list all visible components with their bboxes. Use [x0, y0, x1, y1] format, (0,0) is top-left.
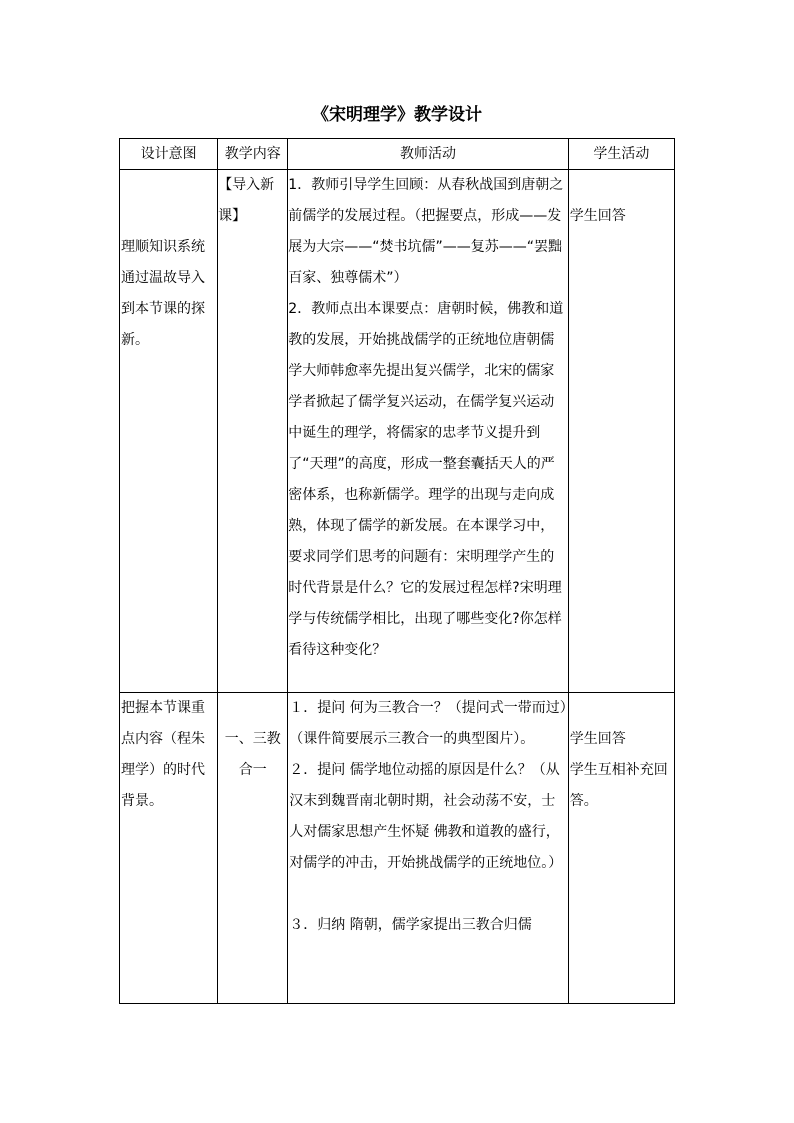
student-activity-extra: 学生互相补充回答。 — [569, 762, 668, 809]
table-header-row — [120, 139, 675, 170]
table-row — [120, 693, 675, 1004]
header-student-activity: 学生活动 — [568, 139, 674, 170]
design-intent-cell — [120, 170, 218, 693]
design-intent-text: 把握本节课重点内容（程朱理学）的时代背景。 — [121, 700, 205, 809]
teaching-content-text: 一、三教合一 — [224, 731, 281, 778]
teaching-content-cell — [218, 170, 288, 693]
table-row — [120, 170, 675, 693]
lesson-plan-table — [119, 138, 675, 1004]
header-design-intent: 设计意图 — [120, 139, 218, 170]
teacher-activity-cell — [288, 693, 574, 1004]
header-teacher-activity: 教师活动 — [288, 139, 569, 170]
student-activity-cell — [568, 693, 674, 1004]
teacher-activity-cell — [288, 170, 569, 693]
teacher-activity-item: ３．归纳 隋朝，儒学家提出三教合归儒 — [289, 917, 532, 933]
student-activity-cell — [568, 170, 674, 693]
teaching-content-cell — [218, 693, 288, 1004]
paragraph-gap — [289, 879, 567, 910]
teacher-activity-item: ２．提问 儒学地位动摇的原因是什么？（从汉末到魏晋南北朝时期，社会动荡不安，士人对儒家思想产生怀疑 佛教和道教的盛行，对儒学的冲击，开始挑战儒学的正统地位。） — [289, 762, 563, 871]
student-activity-text: 学生回答 — [569, 208, 626, 224]
teacher-activity-item: 2．教师点出本课要点：唐朝时候，佛教和道教的发展，开始挑战儒学的正统地位唐朝儒学大师韩愈率先提出复兴儒学，北宋的儒家学者掀起了儒学复兴运动，在儒学复兴运动中诞生的理学，将儒家的忠孝节义提升到了“天理”的高度，形成一整套囊括天人的严密体系，也称新儒学。理学的出现与走向成熟，体现了儒学的新发展。在本课学习中，要求同学们思考的问题有：宋明理学产生的时代背景是什么？它的发展过程怎样?宋明理学与传统儒学相比，出现了哪些变化?你怎样看待这种变化？ — [288, 301, 564, 658]
teacher-activity-item: （课件简要展示三教合一的典型图片）。 — [289, 731, 535, 747]
teacher-activity-item: 1．教师引导学生回顾：从春秋战国到唐朝之前儒学的发展过程。（把握要点，形成——发展为大宗——“焚书坑儒”——复苏——“罢黜百家、独尊儒术”） — [288, 177, 564, 286]
page-title: 《宋明理学》教学设计 — [312, 105, 482, 125]
teaching-content-text: 【导入新课】 — [218, 177, 275, 224]
student-activity-text: 学生回答 — [569, 731, 626, 747]
teacher-activity-item: １．提问 何为三教合一？（提问式一带而过） — [289, 700, 574, 716]
design-intent-cell — [120, 693, 218, 1004]
design-intent-text: 理顺知识系统通过温故导入到本节课的探新。 — [121, 239, 205, 348]
header-teaching-content: 教学内容 — [218, 139, 288, 170]
